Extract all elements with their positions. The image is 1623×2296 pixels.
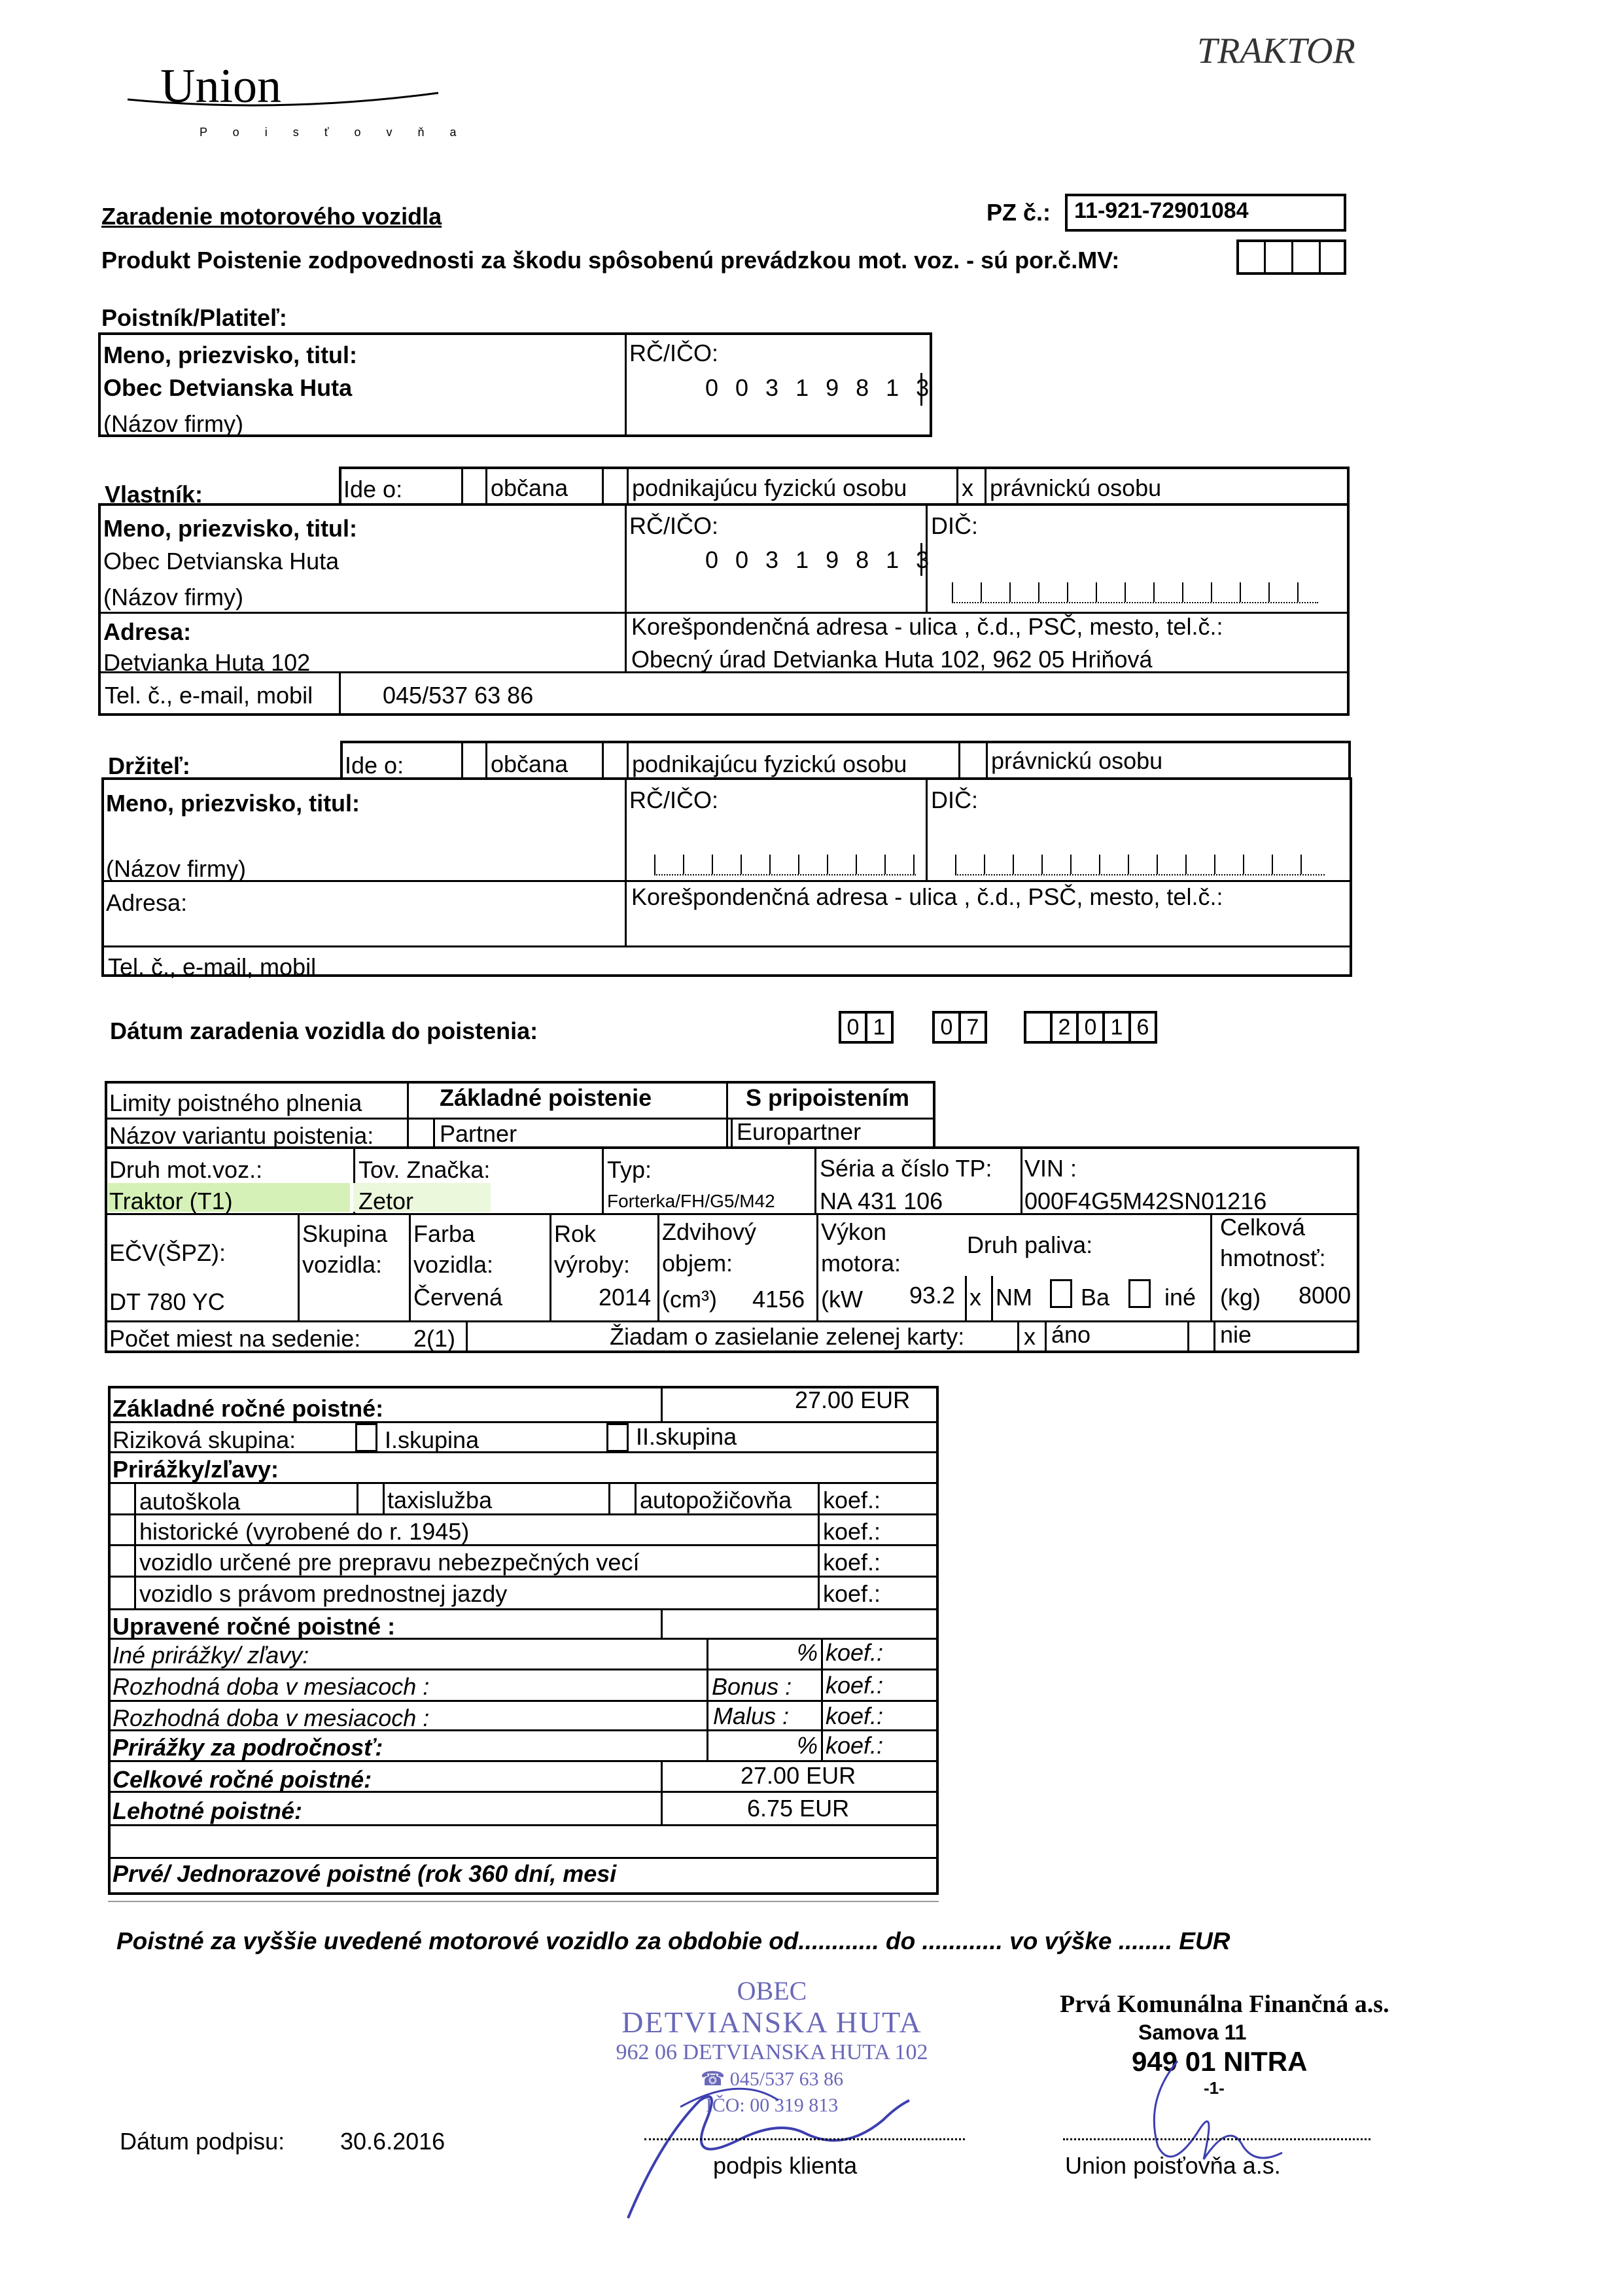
green-card-no: nie xyxy=(1220,1321,1252,1348)
insurer-rc-label: RČ/IČO: xyxy=(629,340,719,366)
date-day-2: 1 xyxy=(865,1011,894,1044)
percent-2: % xyxy=(797,1732,818,1759)
holder-corr-label: Korešpondenčná adresa - ulica , č.d., PSČ, mesto, tel.č.: xyxy=(631,883,1223,910)
fuel-other: iné xyxy=(1164,1284,1196,1311)
bonus-label: Bonus : xyxy=(712,1673,792,1700)
date-year-4: 6 xyxy=(1128,1011,1157,1044)
vehicle-volume: 4156 xyxy=(752,1286,805,1313)
coef-2: koef.: xyxy=(823,1518,881,1545)
page-title: Zaradenie motorového vozidla xyxy=(101,203,442,230)
volume-unit: (cm³) xyxy=(662,1286,717,1313)
risk-group-1: I.skupina xyxy=(385,1426,480,1453)
owner-name: Obec Detvianska Huta xyxy=(103,548,340,574)
coef-4: koef.: xyxy=(823,1580,881,1607)
owner-section-title: Vlastník: xyxy=(105,481,203,508)
fuel-label: Druh paliva: xyxy=(967,1231,1093,1258)
seats-label: Počet miest na sedenie: xyxy=(109,1325,361,1352)
owner-tel: 045/537 63 86 xyxy=(383,682,534,709)
insurer-name: Obec Detvianska Huta xyxy=(103,374,353,401)
taxi-service: taxislužba xyxy=(387,1487,493,1513)
risk-group-label: Riziková skupina: xyxy=(113,1426,296,1453)
power-label-2: motora: xyxy=(821,1250,901,1277)
owner-addr-label: Adresa: xyxy=(103,618,192,645)
ecv-label: EČV(ŠPZ): xyxy=(109,1239,226,1266)
owner-rc: 0 0 3 1 9 8 1 3 xyxy=(705,546,935,573)
installment-premium: 6.75 EUR xyxy=(747,1795,850,1822)
holder-ide-o: Ide o: xyxy=(345,752,404,779)
color-label-2: vozidla: xyxy=(413,1251,494,1278)
weight-unit: (kg) xyxy=(1220,1284,1261,1311)
union-logo: Union xyxy=(160,60,281,113)
holder-section-title: Držiteľ: xyxy=(108,752,190,779)
owner-corr: Obecný úrad Detvianka Huta 102, 962 05 Hriňová xyxy=(631,646,1153,673)
owner-opt-fo: podnikajúcu fyzickú osobu xyxy=(632,474,907,501)
fuel-ba: Ba xyxy=(1081,1284,1110,1311)
base-premium: 27.00 EUR xyxy=(795,1386,911,1413)
vehicle-color: Červená xyxy=(413,1284,503,1311)
variant-basic: Partner xyxy=(440,1120,517,1147)
decisive-period-2: Rozhodná doba v mesiacoch : xyxy=(113,1704,430,1731)
variant-extra: Europartner xyxy=(737,1118,862,1145)
year-label-1: Rok xyxy=(554,1220,597,1247)
vehicle-weight: 8000 xyxy=(1299,1282,1352,1309)
adjusted-premium-label: Upravené ročné poistné : xyxy=(113,1613,396,1640)
driving-school: autoškola xyxy=(139,1488,241,1515)
agent-stamp: Prvá Komunálna Finančná a.s. Samova 11 949 01 NITRA -1- xyxy=(1060,1990,1389,2098)
holder-opt-po: právnickú osobu xyxy=(991,747,1163,774)
date-year-pad xyxy=(1024,1011,1053,1044)
pz-label: PZ č.: xyxy=(986,199,1051,226)
holder-opt-fo: podnikajúcu fyzickú osobu xyxy=(632,751,907,777)
handwritten-note: TRAKTOR xyxy=(1197,31,1355,71)
fuel-other-checkbox xyxy=(1128,1279,1151,1308)
owner-opt-po: právnickú osobu xyxy=(990,474,1162,501)
color-label-1: Farba xyxy=(413,1220,476,1247)
owner-opt-obcana: občana xyxy=(491,474,568,501)
first-premium-label: Prvé/ Jednorazové poistné (rok 360 dní, mesi xyxy=(113,1860,617,1887)
percent-1: % xyxy=(797,1639,818,1666)
limits-basic-header: Základné poistenie xyxy=(440,1084,652,1111)
owner-addr: Detvianka Huta 102 xyxy=(103,649,311,676)
date-month-1: 0 xyxy=(932,1011,961,1044)
green-card-label: Žiadam o zasielanie zelenej karty: xyxy=(610,1323,965,1350)
fuel-ba-checkbox xyxy=(1050,1279,1072,1308)
car-rental: autopožičovňa xyxy=(640,1487,792,1513)
total-premium: 27.00 EUR xyxy=(741,1762,856,1789)
coef-6: koef.: xyxy=(826,1672,884,1699)
limits-extra-header: S pripoistením xyxy=(746,1084,910,1111)
other-surcharges-label: Iné prirážky/ zľavy: xyxy=(113,1642,309,1669)
holder-name-label: Meno, priezvisko, titul: xyxy=(106,790,360,817)
limits-label: Limity poistného plnenia xyxy=(109,1089,362,1116)
date-month-2: 7 xyxy=(958,1011,987,1044)
holder-opt-obcana: občana xyxy=(491,751,568,777)
vehicle-vin-label: VIN : xyxy=(1024,1155,1077,1182)
underage-surcharge-label: Prirážky za področnosť: xyxy=(113,1734,383,1761)
vehicle-brand-label: Tov. Značka: xyxy=(358,1156,491,1183)
power-label-1: Výkon xyxy=(821,1218,887,1245)
municipality-stamp: OBEC DETVIANSKA HUTA 962 06 DETVIANSKA HUTA 102 ☎ 045/537 63 86 IČO: 00 319 813 xyxy=(616,1976,928,2116)
holder-dic-boxes xyxy=(955,848,1325,875)
logo-subtitle: P o i s ť o v ň a xyxy=(200,126,468,139)
owner-name-label: Meno, priezvisko, titul: xyxy=(103,515,358,542)
vehicle-power: 93.2 xyxy=(909,1282,956,1309)
power-unit: (kW xyxy=(821,1286,863,1313)
vehicle-seria: NA 431 106 xyxy=(820,1188,943,1214)
vehicle-brand: Zetor xyxy=(358,1188,414,1214)
insurer-firm-label: (Názov firmy) xyxy=(103,410,243,437)
risk-group-2: II.skupina xyxy=(636,1423,737,1450)
signature-date-label: Dátum podpisu: xyxy=(120,2128,285,2155)
seats-value: 2(1) xyxy=(413,1325,456,1352)
variant-label: Názov variantu poistenia: xyxy=(109,1122,374,1149)
union-signature-label: Union poisťovňa a.s. xyxy=(1065,2152,1281,2179)
historic-vehicle: historické (vyrobené do r. 1945) xyxy=(139,1518,470,1545)
fuel-mark-nm: x xyxy=(969,1284,981,1311)
owner-firm-label: (Názov firmy) xyxy=(103,584,243,610)
holder-rc-label: RČ/IČO: xyxy=(629,786,719,813)
holder-addr-label: Adresa: xyxy=(106,889,188,916)
installment-premium-label: Lehotné poistné: xyxy=(113,1797,302,1824)
ecv: DT 780 YC xyxy=(109,1288,225,1315)
insurer-rc: 0 0 3 1 9 8 1 3 xyxy=(705,374,935,401)
volume-label-1: Zdvihový xyxy=(662,1218,757,1245)
owner-dic-label: DIČ: xyxy=(931,512,978,539)
owner-dic-boxes xyxy=(952,576,1318,603)
green-card-mark: x xyxy=(1024,1323,1036,1350)
logo-swoosh-icon xyxy=(124,86,445,113)
client-signature-icon xyxy=(608,2061,975,2225)
fuel-nm: NM xyxy=(996,1284,1032,1311)
owner-ide-o: Ide o: xyxy=(343,476,403,503)
volume-label-2: objem: xyxy=(662,1250,733,1277)
insurer-name-label: Meno, priezvisko, titul: xyxy=(103,342,358,368)
client-signature-label: podpis klienta xyxy=(713,2152,858,2179)
coef-7: koef.: xyxy=(826,1703,884,1729)
vehicle-vin: 000F4G5M42SN01216 xyxy=(1024,1188,1267,1214)
decisive-period-1: Rozhodná doba v mesiacoch : xyxy=(113,1673,430,1700)
coef-1: koef.: xyxy=(823,1487,881,1513)
weight-label-2: hmotnosť: xyxy=(1220,1245,1326,1271)
holder-tel-label: Tel. č., e-mail, mobil xyxy=(108,953,317,980)
holder-rc-boxes xyxy=(654,848,916,875)
vehicle-year: 2014 xyxy=(599,1284,652,1311)
base-premium-label: Základné ročné poistné: xyxy=(113,1395,384,1422)
signature-date: 30.6.2016 xyxy=(340,2128,445,2155)
weight-label-1: Celková xyxy=(1220,1214,1306,1241)
pz-number: 11-921-72901084 xyxy=(1074,198,1249,223)
vehicle-type: Traktor (T1) xyxy=(109,1188,233,1214)
holder-firm-label: (Názov firmy) xyxy=(106,855,246,882)
total-premium-label: Celkové ročné poistné: xyxy=(113,1766,372,1793)
coef-3: koef.: xyxy=(823,1549,881,1576)
insurance-date-label: Dátum zaradenia vozidla do poistenia: xyxy=(110,1017,538,1044)
vehicle-typ-label: Typ: xyxy=(607,1156,652,1183)
owner-tel-label: Tel. č., e-mail, mobil xyxy=(105,682,313,709)
coef-5: koef.: xyxy=(826,1639,884,1666)
vehicle-seria-label: Séria a číslo TP: xyxy=(820,1155,992,1182)
owner-mark-po: x xyxy=(962,474,973,501)
risk-group-1-checkbox xyxy=(355,1423,377,1452)
coef-8: koef.: xyxy=(826,1732,884,1759)
date-year-1: 2 xyxy=(1050,1011,1079,1044)
vehicle-typ: Forterka/FH/G5/M42 xyxy=(607,1191,775,1211)
dangerous-goods: vozidlo určené pre prepravu nebezpečných vecí xyxy=(139,1549,640,1576)
owner-corr-label: Korešpondenčná adresa - ulica , č.d., PSČ, mesto, tel.č.: xyxy=(631,613,1223,640)
vehicle-type-label: Druh mot.voz.: xyxy=(109,1156,263,1183)
date-year-2: 0 xyxy=(1076,1011,1105,1044)
period-statement: Poistné za vyššie uvedené motorové vozidlo za obdobie od............ do ............ vo výške ........ EUR xyxy=(116,1928,1230,1954)
surcharges-label: Prirážky/zľavy: xyxy=(113,1456,279,1483)
malus-label: Malus : xyxy=(713,1703,790,1729)
product-label: Produkt Poistenie zodpovednosti za škodu spôsobenú prevádzkou mot. voz. - sú por.č.MV: xyxy=(101,247,1120,274)
year-label-2: výroby: xyxy=(554,1251,631,1278)
date-year-3: 1 xyxy=(1102,1011,1131,1044)
group-label-2: vozidla: xyxy=(302,1251,383,1278)
group-label-1: Skupina xyxy=(302,1220,388,1247)
holder-dic-label: DIČ: xyxy=(931,786,978,813)
risk-group-2-checkbox xyxy=(606,1423,629,1452)
owner-rc-label: RČ/IČO: xyxy=(629,512,719,539)
date-day-1: 0 xyxy=(839,1011,867,1044)
insurer-section-title: Poistník/Platiteľ: xyxy=(101,304,287,331)
green-card-yes: áno xyxy=(1051,1321,1091,1348)
priority-vehicle: vozidlo s právom prednostnej jazdy xyxy=(139,1580,508,1607)
